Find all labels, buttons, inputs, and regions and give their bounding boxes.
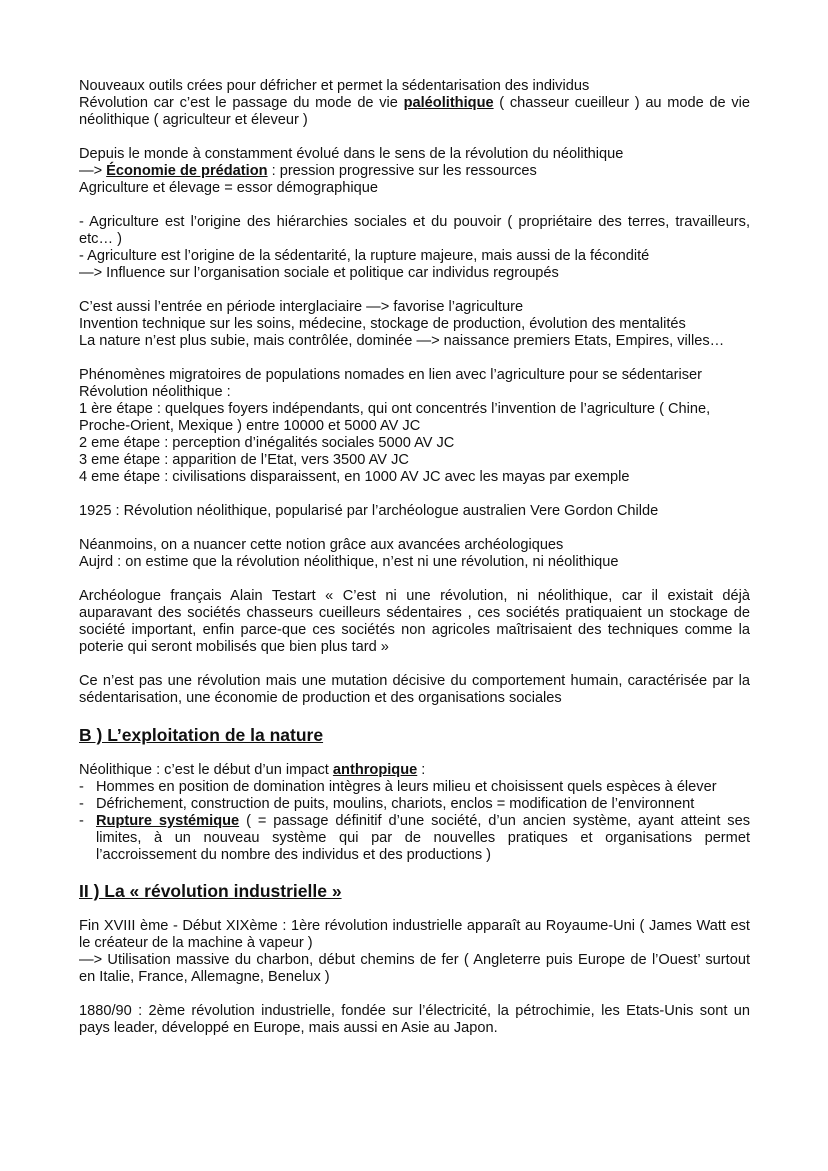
paragraph-nuances bbox=[79, 537, 750, 571]
list-item bbox=[79, 813, 750, 864]
text-line: Invention technique sur les soins, médecine, stockage de production, évolution des mentalités bbox=[79, 316, 686, 332]
text-line: 2 eme étape : perception d’inégalités sociales 5000 AV JC bbox=[79, 435, 455, 451]
list-item bbox=[79, 779, 750, 796]
text-line: C’est aussi l’entrée en période interglaciaire —> favorise l’agriculture bbox=[79, 299, 524, 315]
text-span: : bbox=[417, 762, 426, 778]
text-line: 1 ère étape : quelques foyers indépendants, qui ont concentrés l’invention de l’agriculture ( Chine, Proche-Orient, Mexique ) entre 10000 et 5000 AV JC bbox=[79, 401, 711, 434]
text-line: 1925 : Révolution néolithique, popularisé par l’archéologue australien Vere Gordon Childe bbox=[79, 503, 659, 519]
text-line bbox=[79, 163, 750, 180]
text-span: Révolution car c’est le passage du mode de vie bbox=[79, 95, 404, 111]
text-line: Fin XVIII ème - Début XIXème : 1ère révolution industrielle apparaît au Royaume-Uni ( James Watt est le créateur de la machine à vapeur ) bbox=[79, 918, 750, 951]
paragraph-first-industrial-revolution bbox=[79, 918, 750, 986]
text-line: Phénomènes migratoires de populations nomades en lien avec l’agriculture pour se sédentariser bbox=[79, 367, 703, 383]
text-line: - Agriculture est l’origine des hiérarchies sociales et du pouvoir ( propriétaire des terres, travailleurs, etc… ) bbox=[79, 214, 750, 247]
text-line: 1880/90 : 2ème révolution industrielle, fondée sur l’électricité, la pétrochimie, les Etats-Unis sont un pays leader, développé en Europe, mais aussi en Asie au Japon. bbox=[79, 1003, 750, 1036]
paragraph-mutation bbox=[79, 673, 750, 707]
text-line: 3 eme étape : apparition de l’Etat, vers 3500 AV JC bbox=[79, 452, 409, 468]
term-paleolithique: paléolithique bbox=[403, 95, 494, 111]
paragraph-second-industrial-revolution bbox=[79, 1003, 750, 1037]
term-anthropique: anthropique bbox=[332, 762, 418, 778]
text-line: —> Influence sur l’organisation sociale et politique car individus regroupés bbox=[79, 265, 559, 281]
list-item-text: Défrichement, construction de puits, moulins, chariots, enclos = modification de l’environnent bbox=[96, 796, 695, 812]
text-line: Néanmoins, on a nuancer cette notion grâce aux avancées archéologiques bbox=[79, 537, 564, 553]
text-line: - Agriculture est l’origine de la sédentarité, la rupture majeure, mais aussi de la fécondité bbox=[79, 248, 650, 264]
term-rupture-systemique: Rupture systémique bbox=[96, 813, 240, 829]
text-line: Révolution néolithique : bbox=[79, 384, 231, 400]
section-heading-b: B ) L’exploitation de la nature bbox=[79, 725, 324, 745]
paragraph-agriculture-origins bbox=[79, 214, 750, 282]
text-span: : pression progressive sur les ressources bbox=[267, 163, 537, 179]
text-line: 4 eme étape : civilisations disparaissent, en 1000 AV JC avec les mayas par exemple bbox=[79, 469, 630, 485]
list-item-text: Hommes en position de domination intègres à leurs milieu et choisissent quels espèces à élever bbox=[96, 779, 717, 795]
text-span: Néolithique : c’est le début d’un impact bbox=[79, 762, 333, 778]
paragraph-migrations-etapes bbox=[79, 367, 750, 486]
text-span: ( chasseur cueilleur ) au mode de vie néolithique ( agriculteur et éleveur ) bbox=[79, 95, 751, 128]
text-line: Aujrd : on estime que la révolution néolithique, n’est ni une révolution, ni néolithique bbox=[79, 554, 619, 570]
dash-bullet: - bbox=[79, 796, 84, 812]
text-line: Nouveaux outils crées pour défricher et permet la sédentarisation des individus bbox=[79, 78, 590, 94]
text-line bbox=[79, 95, 750, 129]
paragraph-interglaciaire bbox=[79, 299, 750, 350]
dash-bullet: - bbox=[79, 813, 84, 829]
list-item bbox=[79, 796, 750, 813]
quote-text: Archéologue français Alain Testart « C’est ni une révolution, ni néolithique, car il existait déjà auparavant des sociétés chasseurs cueilleurs sédentaires , ces sociétés pratiquaient un stockage de société important, enfin parce-que ces sociétés non agricoles maîtrisaient des techniques comme la poterie qui seront mobilisés que bien plus tard » bbox=[79, 588, 750, 655]
paragraph-predation bbox=[79, 146, 750, 197]
text-line: La nature n’est plus subie, mais contrôlée, dominée —> naissance premiers Etats, Empires, villes… bbox=[79, 333, 725, 349]
arrow-glyph: —> bbox=[79, 163, 107, 179]
text-line: Agriculture et élevage = essor démographique bbox=[79, 180, 378, 196]
text-line: —> Utilisation massive du charbon, début chemins de fer ( Angleterre puis Europe de l’Ouest’ surtout en Italie, France, Allemagne, Benelux ) bbox=[79, 952, 750, 985]
section-heading-ii: II ) La « révolution industrielle » bbox=[79, 881, 342, 901]
text-line bbox=[79, 762, 750, 779]
list-item-text: ( = passage définitif d’une société, d’un ancien système, ayant atteint ses limites, à un nouveau système qui par de nouvelles pratiques et organisations permet l’accroissement du nombre des individus et des productions ) bbox=[96, 813, 751, 863]
paragraph-neolithic-tools bbox=[79, 78, 750, 129]
dash-bullet: - bbox=[79, 779, 84, 795]
paragraph-testart-quote bbox=[79, 588, 750, 656]
text-line: Ce n’est pas une révolution mais une mutation décisive du comportement humain, caractérisée par la sédentarisation, une économie de production et des organisations sociales bbox=[79, 673, 750, 706]
text-line: Depuis le monde à constamment évolué dans le sens de la révolution du néolithique bbox=[79, 146, 624, 162]
term-economie-predation: Économie de prédation bbox=[106, 163, 268, 179]
paragraph-1925-childe bbox=[79, 503, 750, 520]
bullet-list-exploitation bbox=[79, 779, 750, 864]
